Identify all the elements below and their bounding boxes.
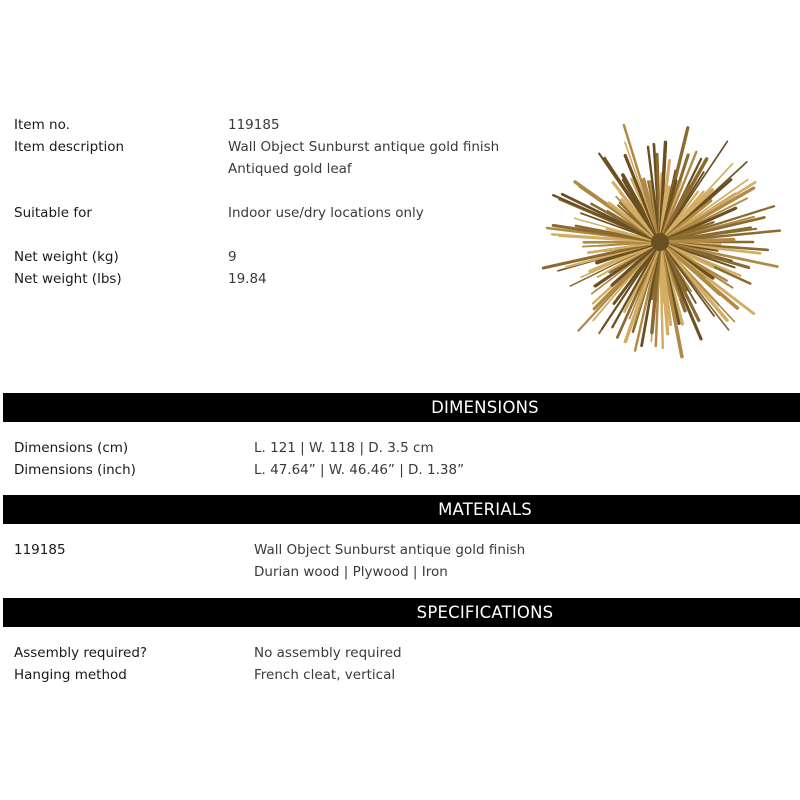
sunburst-wall-object-image	[535, 114, 785, 370]
net-weight-lbs-label: Net weight (lbs)	[14, 271, 122, 287]
item-description-line2: Antiqued gold leaf	[228, 161, 352, 177]
dimensions-title: DIMENSIONS	[431, 398, 539, 417]
sunburst-center	[651, 233, 669, 251]
sunburst-rod	[670, 240, 734, 242]
suitable-for-label: Suitable for	[14, 205, 92, 221]
dimensions-cm-value: L. 121 | W. 118 | D. 3.5 cm	[254, 440, 434, 456]
item-description-label: Item description	[14, 139, 125, 155]
item-no-value: 119185	[228, 117, 280, 133]
specifications-header	[3, 598, 800, 627]
specifications-title: SPECIFICATIONS	[416, 603, 554, 622]
assembly-required-value: No assembly required	[254, 645, 402, 661]
net-weight-kg-value: 9	[228, 249, 237, 265]
item-no-label: Item no.	[14, 117, 70, 133]
assembly-required-label: Assembly required?	[14, 645, 148, 661]
item-description-line1: Wall Object Sunburst antique gold finish	[228, 139, 500, 155]
dimensions-header	[3, 393, 800, 422]
dimensions-inch-label: Dimensions (inch)	[14, 462, 136, 478]
materials-line2: Durian wood | Plywood | Iron	[254, 564, 448, 580]
dimensions-cm-label: Dimensions (cm)	[14, 440, 129, 456]
materials-code: 119185	[14, 542, 66, 558]
hanging-method-label: Hanging method	[14, 667, 127, 683]
materials-title: MATERIALS	[438, 500, 532, 519]
dimensions-inch-value: L. 47.64” | W. 46.46” | D. 1.38”	[254, 462, 465, 478]
net-weight-kg-label: Net weight (kg)	[14, 249, 119, 265]
net-weight-lbs-value: 19.84	[228, 271, 267, 287]
materials-header	[3, 495, 800, 524]
hanging-method-value: French cleat, vertical	[254, 667, 396, 683]
materials-line1: Wall Object Sunburst antique gold finish	[254, 542, 526, 558]
suitable-for-value: Indoor use/dry locations only	[228, 205, 424, 221]
